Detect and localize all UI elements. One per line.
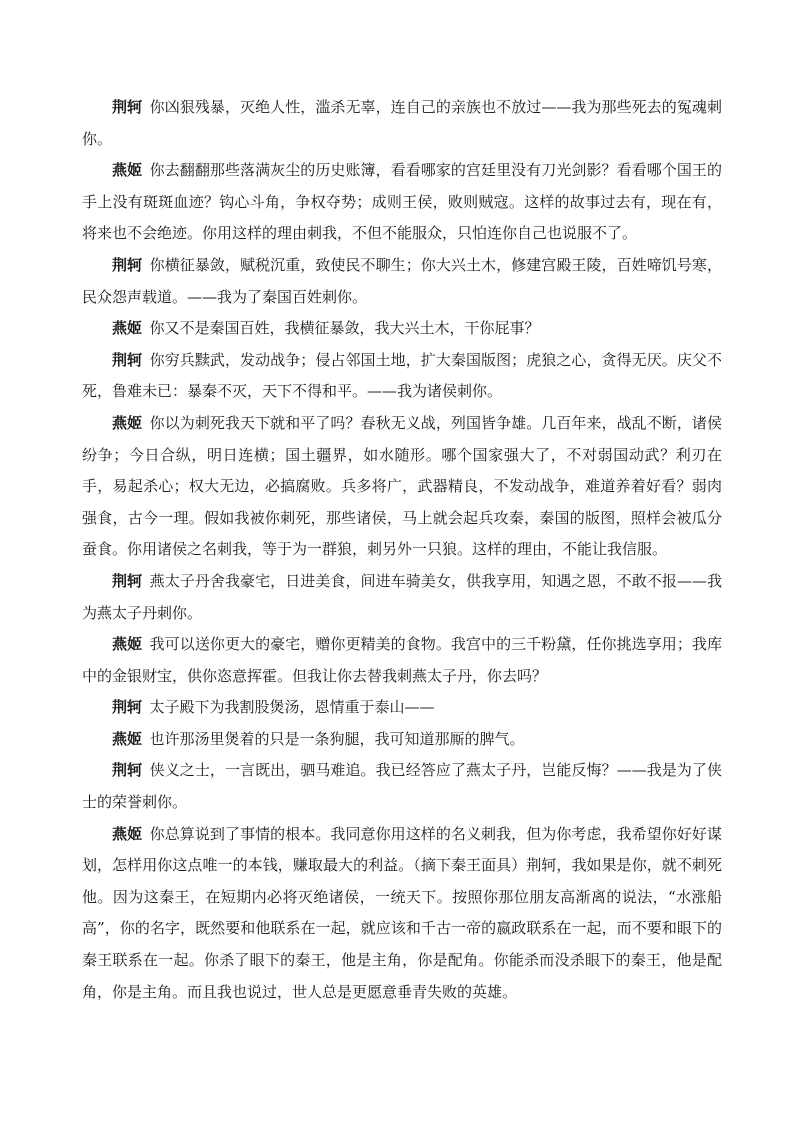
line-text: 你穷兵黩武，发动战争；侵占邻国土地，扩大秦国版图；虎狼之心，贪得无厌。庆父不死，鲁难未已：暴秦不灭，天下不得和平。——我为诸侯刺你。 [82,350,722,401]
dialogue-line [82,819,722,1009]
line-text: 你去翻翻那些落满灰尘的历史账簿，看看哪家的宫廷里没有刀光剑影？看看哪个国王的手上没有斑斑血迹？钩心斗角，争权夺势；成则王侯，败则贼寇。这样的故事过去有，现在有，将来也不会绝迹。你用这样的理由刺我，不但不能服众，只怕连你自己也说服不了。 [82,161,722,243]
dialogue-line [82,629,722,692]
speaker-name: 荆轲 [112,698,143,717]
speaker-name: 荆轲 [112,255,143,274]
speaker-name: 燕姬 [112,413,143,432]
speaker-name: 燕姬 [112,635,143,654]
line-text: 太子殿下为我割股煲汤，恩情重于泰山—— [149,698,435,717]
line-text: 我可以送你更大的豪宅，赠你更精美的食物。我宫中的三千粉黛，任你挑选享用；我库中的金银财宝，供你恣意挥霍。但我让你去替我刺燕太子丹，你去吗？ [82,635,722,685]
dialogue-line [82,155,722,250]
line-text: 燕太子丹舍我豪宅，日进美食，间进车骑美女，供我享用，知遇之恩，不敢不报——我为燕太子丹刺你。 [82,571,722,622]
dialogue-line [82,692,722,724]
dialogue-line [82,755,722,818]
line-text: 也许那汤里煲着的只是一条狗腿，我可知道那厮的脾气。 [149,729,525,748]
speaker-name: 荆轲 [112,761,143,780]
line-text: 侠义之士，一言既出，驷马难追。我已经答应了燕太子丹，岂能反悔？——我是为了侠士的荣誉刺你。 [82,761,722,812]
dialogue-line [82,92,722,155]
line-text: 你横征暴敛，赋税沉重，致使民不聊生；你大兴土木，修建宫殿王陵，百姓啼饥号寒，民众怨声载道。——我为了秦国百姓刺你。 [82,255,722,306]
dialogue-body [82,92,722,1008]
line-text: 你凶狠残暴，灭绝人性，滥杀无辜，连自己的亲族也不放过——我为那些死去的冤魂刺你。 [82,98,722,148]
dialogue-line [82,250,722,313]
line-text: 你总算说到了事情的根本。我同意你用这样的名义刺我，但为你考虑，我希望你好好谋划，怎样用你这点唯一的本钱，赚取最大的利益。（摘下秦王面具）荆轲，我如果是你，就不刺死他。因为这秦王，在短期内必将灭绝诸侯，一统天下。按照你那位朋友高渐离的说法，“水涨船高”，你的名字，既然要和他联系在一起，就应该和千古一帝的嬴政联系在一起，而不要和眼下的秦王联系在一起。你杀了眼下的秦王，他是主角，你是配角。你能杀而没杀眼下的秦王，他是配角，你是主角。而且我也说过，世人总是更愿意垂青失败的英雄。 [82,824,722,1001]
dialogue-line [82,408,722,566]
dialogue-line [82,345,722,408]
speaker-name: 燕姬 [112,319,143,338]
line-text: 你又不是秦国百姓，我横征暴敛，我大兴土木，干你屁事？ [149,319,540,338]
dialogue-line [82,313,722,345]
dialogue-line [82,724,722,756]
speaker-name: 燕姬 [112,729,143,748]
speaker-name: 燕姬 [112,161,143,180]
dialogue-line [82,566,722,629]
speaker-name: 燕姬 [112,824,143,843]
speaker-name: 荆轲 [112,571,143,590]
speaker-name: 荆轲 [112,350,143,369]
line-text: 你以为刺死我天下就和平了吗？春秋无义战，列国皆争雄。几百年来，战乱不断，诸侯纷争；今日合纵，明日连横；国土疆界，如水随形。哪个国家强大了，不对弱国动武？利刃在手，易起杀心；权大无边，必搞腐败。兵多将广，武器精良，不发动战争，难道养着好看？弱肉强食，古今一理。假如我被你刺死，那些诸侯，马上就会起兵攻秦，秦国的版图，照样会被瓜分蚕食。你用诸侯之名刺我，等于为一群狼，刺另外一只狼。这样的理由，不能让我信服。 [82,413,722,559]
speaker-name: 荆轲 [112,98,143,116]
